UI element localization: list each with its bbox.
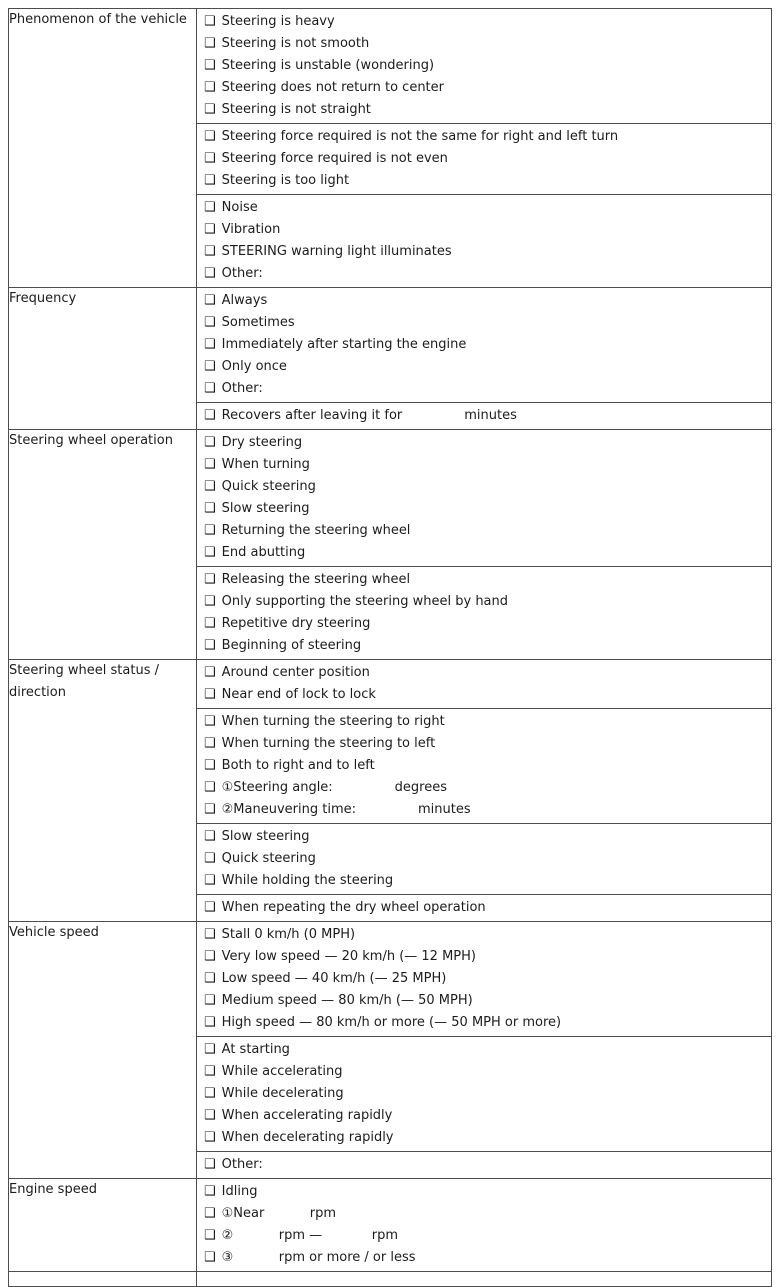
checkbox-label: Quick steering	[221, 851, 316, 866]
checkbox-item[interactable]	[197, 170, 771, 192]
option-group	[197, 566, 771, 659]
checkbox-icon[interactable]: ❑	[204, 129, 216, 144]
checkbox-label: ②Maneuvering time: minutes	[221, 802, 471, 817]
table-row	[9, 660, 772, 922]
checkbox-item[interactable]	[197, 635, 771, 657]
checkbox-label: When turning the steering to right	[221, 714, 445, 729]
checkbox-icon[interactable]: ❑	[204, 381, 216, 396]
checkbox-label: Vibration	[221, 222, 281, 237]
checkbox-icon[interactable]: ❑	[204, 638, 216, 653]
checkbox-icon[interactable]: ❑	[204, 1157, 216, 1172]
category-label: Engine speed	[9, 1179, 197, 1272]
option-group	[197, 823, 771, 894]
checkbox-item[interactable]	[197, 1181, 771, 1203]
checkbox-label: Other:	[221, 266, 263, 281]
checkbox-label: ③ rpm or more / or less	[221, 1250, 416, 1265]
checkbox-icon[interactable]: ❑	[204, 408, 216, 423]
checkbox-label: End abutting	[221, 545, 306, 560]
options-cell	[197, 288, 772, 430]
checkbox-icon[interactable]: ❑	[204, 457, 216, 472]
options-cell	[197, 9, 772, 288]
checkbox-item[interactable]	[197, 1154, 771, 1176]
checkbox-icon[interactable]: ❑	[204, 1184, 216, 1199]
check-sheet-body	[9, 9, 772, 1287]
category-label: Frequency	[9, 288, 197, 430]
checkbox-label: Noise	[221, 200, 258, 215]
checkbox-item[interactable]	[197, 569, 771, 591]
checkbox-icon[interactable]: ❑	[204, 714, 216, 729]
checkbox-item[interactable]	[197, 777, 771, 799]
checkbox-icon[interactable]: ❑	[204, 545, 216, 560]
checkbox-label: Only once	[221, 359, 287, 374]
checkbox-icon[interactable]: ❑	[204, 758, 216, 773]
checkbox-icon[interactable]: ❑	[204, 200, 216, 215]
table-row	[9, 430, 772, 660]
checkbox-icon[interactable]: ❑	[204, 293, 216, 308]
checkbox-label: Only supporting the steering wheel by hand	[221, 594, 509, 609]
checkbox-label: While accelerating	[221, 1064, 343, 1079]
checkbox-item[interactable]	[197, 1127, 771, 1149]
checkbox-item[interactable]	[197, 33, 771, 55]
checkbox-item[interactable]	[197, 454, 771, 476]
checkbox-item[interactable]	[197, 498, 771, 520]
checkbox-label: At starting	[221, 1042, 290, 1057]
table-row	[9, 1272, 772, 1287]
checkbox-icon[interactable]: ❑	[204, 151, 216, 166]
checkbox-label: Slow steering	[221, 829, 310, 844]
checkbox-item[interactable]	[197, 755, 771, 777]
checkbox-item[interactable]	[197, 197, 771, 219]
checkbox-item[interactable]	[197, 378, 771, 400]
checkbox-label: Medium speed — 80 km/h (— 50 MPH)	[221, 993, 473, 1008]
checkbox-label: Always	[221, 293, 268, 308]
option-group	[197, 430, 771, 566]
checkbox-label: Returning the steering wheel	[221, 523, 411, 538]
checkbox-label: Other:	[221, 381, 263, 396]
checkbox-icon[interactable]: ❑	[204, 1042, 216, 1057]
checkbox-label: Releasing the steering wheel	[221, 572, 411, 587]
option-group	[197, 660, 771, 708]
checkbox-item[interactable]	[197, 1105, 771, 1127]
checkbox-item[interactable]	[197, 848, 771, 870]
option-group	[197, 708, 771, 823]
category-label: Steering wheel operation	[9, 430, 197, 660]
checkbox-label: High speed — 80 km/h or more (— 50 MPH or more)	[221, 1015, 562, 1030]
category-label	[9, 1272, 197, 1287]
checkbox-label: ② rpm — rpm	[221, 1228, 399, 1243]
checkbox-item[interactable]	[197, 432, 771, 454]
option-group	[197, 288, 771, 402]
checkbox-item[interactable]	[197, 476, 771, 498]
table-row	[9, 922, 772, 1179]
checkbox-icon[interactable]: ❑	[204, 435, 216, 450]
checkbox-item[interactable]	[197, 126, 771, 148]
checkbox-label: While decelerating	[221, 1086, 344, 1101]
checkbox-item[interactable]	[197, 290, 771, 312]
checkbox-label: Steering is heavy	[221, 14, 335, 29]
checkbox-label: Dry steering	[221, 435, 303, 450]
checkbox-item[interactable]	[197, 1225, 771, 1247]
category-label: Phenomenon of the vehicle	[9, 9, 197, 288]
checkbox-icon[interactable]: ❑	[204, 616, 216, 631]
checkbox-item[interactable]	[197, 148, 771, 170]
checkbox-icon[interactable]: ❑	[204, 1250, 216, 1265]
checkbox-icon[interactable]: ❑	[204, 780, 216, 795]
checkbox-label: Slow steering	[221, 501, 310, 516]
checkbox-label: When accelerating rapidly	[221, 1108, 393, 1123]
checkbox-icon[interactable]: ❑	[204, 1086, 216, 1101]
checkbox-item[interactable]	[197, 334, 771, 356]
checkbox-item[interactable]	[197, 99, 771, 121]
check-sheet-table	[8, 8, 772, 1287]
checkbox-item[interactable]	[197, 968, 771, 990]
option-group	[197, 402, 771, 429]
checkbox-label: Very low speed — 20 km/h (— 12 MPH)	[221, 949, 476, 964]
category-label: Steering wheel status / direction	[9, 660, 197, 922]
checkbox-item[interactable]	[197, 591, 771, 613]
option-group	[197, 1179, 771, 1271]
checkbox-icon[interactable]: ❑	[204, 266, 216, 281]
option-group	[197, 123, 771, 194]
checkbox-icon[interactable]: ❑	[204, 1228, 216, 1243]
checkbox-item[interactable]	[197, 55, 771, 77]
diagnostic-check-sheet	[8, 8, 772, 1287]
option-group	[197, 1272, 771, 1286]
checkbox-item[interactable]	[197, 1012, 771, 1034]
checkbox-icon[interactable]: ❑	[204, 14, 216, 29]
checkbox-item[interactable]	[197, 219, 771, 241]
checkbox-icon[interactable]: ❑	[204, 873, 216, 888]
checkbox-icon[interactable]: ❑	[204, 479, 216, 494]
checkbox-label: Near end of lock to lock	[221, 687, 376, 702]
checkbox-icon[interactable]: ❑	[204, 173, 216, 188]
checkbox-icon[interactable]: ❑	[204, 1130, 216, 1145]
checkbox-item[interactable]	[197, 405, 771, 427]
checkbox-item[interactable]	[197, 1083, 771, 1105]
checkbox-icon[interactable]: ❑	[204, 501, 216, 516]
checkbox-label: When repeating the dry wheel operation	[221, 900, 486, 915]
checkbox-label: Steering force required is not even	[221, 151, 448, 166]
checkbox-icon[interactable]: ❑	[204, 102, 216, 117]
checkbox-item[interactable]	[197, 613, 771, 635]
checkbox-item[interactable]	[197, 11, 771, 33]
checkbox-icon[interactable]: ❑	[204, 80, 216, 95]
checkbox-icon[interactable]: ❑	[204, 665, 216, 680]
checkbox-item[interactable]	[197, 1247, 771, 1269]
checkbox-icon[interactable]: ❑	[204, 244, 216, 259]
checkbox-label: Stall 0 km/h (0 MPH)	[221, 927, 356, 942]
checkbox-icon[interactable]: ❑	[204, 971, 216, 986]
checkbox-item[interactable]	[197, 542, 771, 564]
checkbox-label: Steering is too light	[221, 173, 350, 188]
checkbox-label: Steering does not return to center	[221, 80, 445, 95]
checkbox-label: Both to right and to left	[221, 758, 375, 773]
checkbox-label: ①Steering angle: degrees	[221, 780, 447, 795]
checkbox-icon[interactable]: ❑	[204, 927, 216, 942]
checkbox-icon[interactable]: ❑	[204, 36, 216, 51]
checkbox-item[interactable]	[197, 684, 771, 706]
checkbox-label: Recovers after leaving it for minutes	[221, 408, 517, 423]
checkbox-icon[interactable]: ❑	[204, 1015, 216, 1030]
checkbox-label: Around center position	[221, 665, 370, 680]
checkbox-icon[interactable]: ❑	[204, 993, 216, 1008]
checkbox-item[interactable]	[197, 870, 771, 892]
checkbox-item[interactable]	[197, 733, 771, 755]
checkbox-label: When turning the steering to left	[221, 736, 436, 751]
checkbox-label: Quick steering	[221, 479, 316, 494]
checkbox-icon[interactable]: ❑	[204, 337, 216, 352]
checkbox-label: Steering is not straight	[221, 102, 371, 117]
option-group	[197, 894, 771, 921]
checkbox-item[interactable]	[197, 520, 771, 542]
options-cell	[197, 1179, 772, 1272]
checkbox-icon[interactable]: ❑	[204, 572, 216, 587]
option-group	[197, 1036, 771, 1151]
checkbox-item[interactable]	[197, 946, 771, 968]
checkbox-item[interactable]	[197, 924, 771, 946]
checkbox-item[interactable]	[197, 1061, 771, 1083]
checkbox-icon[interactable]: ❑	[204, 802, 216, 817]
checkbox-item[interactable]	[197, 662, 771, 684]
checkbox-icon[interactable]: ❑	[204, 58, 216, 73]
checkbox-icon[interactable]: ❑	[204, 222, 216, 237]
checkbox-item[interactable]	[197, 826, 771, 848]
checkbox-label: While holding the steering	[221, 873, 394, 888]
options-cell	[197, 1272, 772, 1287]
checkbox-label: Beginning of steering	[221, 638, 362, 653]
checkbox-label: Repetitive dry steering	[221, 616, 371, 631]
checkbox-icon[interactable]: ❑	[204, 829, 216, 844]
checkbox-item[interactable]	[197, 897, 771, 919]
checkbox-icon[interactable]: ❑	[204, 523, 216, 538]
option-group	[197, 1151, 771, 1178]
checkbox-icon[interactable]: ❑	[204, 315, 216, 330]
checkbox-item[interactable]	[197, 1039, 771, 1061]
checkbox-item[interactable]	[197, 356, 771, 378]
option-group	[197, 922, 771, 1036]
checkbox-item[interactable]	[197, 1203, 771, 1225]
options-cell	[197, 660, 772, 922]
checkbox-icon[interactable]: ❑	[204, 949, 216, 964]
checkbox-label: Steering is unstable (wondering)	[221, 58, 435, 73]
checkbox-icon[interactable]: ❑	[204, 900, 216, 915]
checkbox-item[interactable]	[197, 312, 771, 334]
checkbox-label: Low speed — 40 km/h (— 25 MPH)	[221, 971, 447, 986]
options-cell	[197, 430, 772, 660]
checkbox-item[interactable]	[197, 77, 771, 99]
checkbox-icon[interactable]: ❑	[204, 687, 216, 702]
checkbox-label: STEERING warning light illuminates	[221, 244, 452, 259]
checkbox-icon[interactable]: ❑	[204, 359, 216, 374]
checkbox-item[interactable]	[197, 263, 771, 285]
checkbox-label: Steering force required is not the same for right and left turn	[221, 129, 619, 144]
checkbox-item[interactable]	[197, 990, 771, 1012]
checkbox-icon[interactable]: ❑	[204, 594, 216, 609]
checkbox-item[interactable]	[197, 711, 771, 733]
checkbox-label: Steering is not smooth	[221, 36, 370, 51]
table-row	[9, 1179, 772, 1272]
checkbox-label: Sometimes	[221, 315, 295, 330]
option-group	[197, 194, 771, 287]
checkbox-item[interactable]	[197, 241, 771, 263]
checkbox-icon[interactable]: ❑	[204, 851, 216, 866]
checkbox-label: ①Near rpm	[221, 1206, 337, 1221]
table-row	[9, 288, 772, 430]
option-group	[197, 9, 771, 123]
checkbox-label: Immediately after starting the engine	[221, 337, 467, 352]
checkbox-icon[interactable]: ❑	[204, 1206, 216, 1221]
checkbox-item[interactable]	[197, 799, 771, 821]
checkbox-label: When turning	[221, 457, 310, 472]
checkbox-icon[interactable]: ❑	[204, 1064, 216, 1079]
checkbox-label: Other:	[221, 1157, 263, 1172]
category-label: Vehicle speed	[9, 922, 197, 1179]
checkbox-icon[interactable]: ❑	[204, 736, 216, 751]
checkbox-label: When decelerating rapidly	[221, 1130, 394, 1145]
checkbox-icon[interactable]: ❑	[204, 1108, 216, 1123]
checkbox-label: Idling	[221, 1184, 258, 1199]
options-cell	[197, 922, 772, 1179]
table-row	[9, 9, 772, 288]
